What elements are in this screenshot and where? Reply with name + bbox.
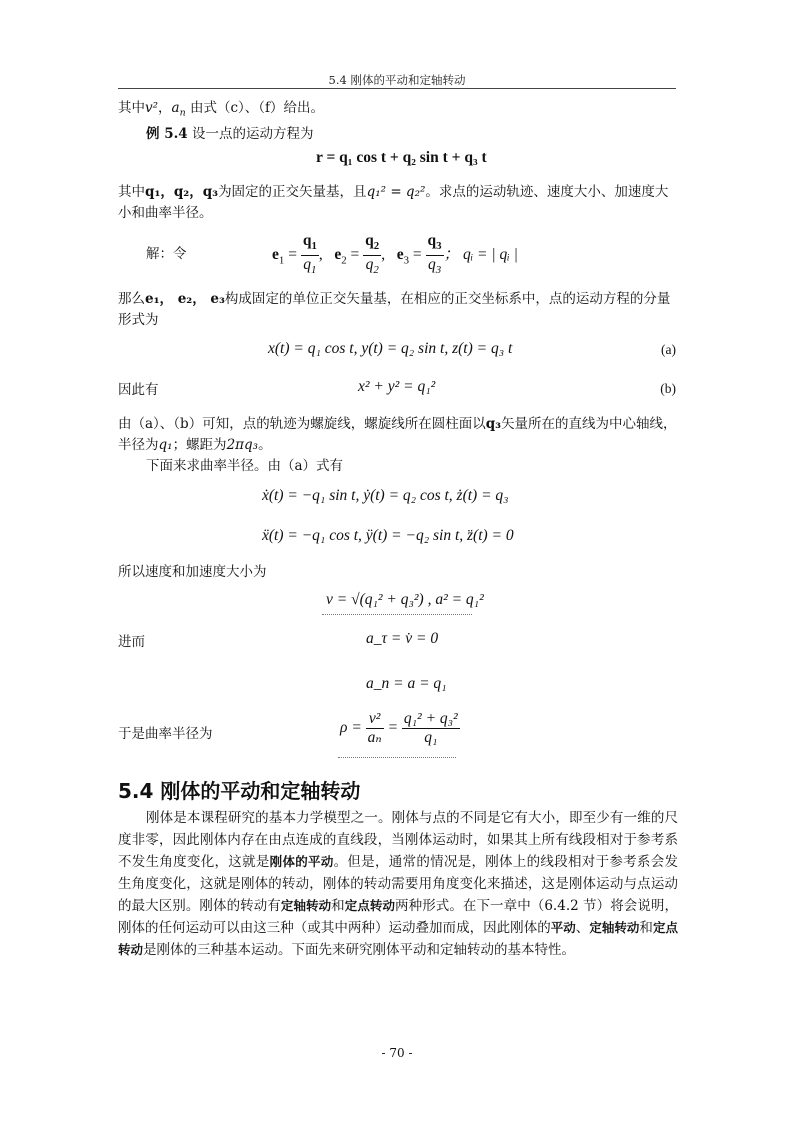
solution-label-wrap: [118, 244, 218, 265]
helix-t1: 由（a）、（b）可知，点的轨迹为螺旋线，螺旋线所在圆柱面以: [118, 416, 486, 432]
basis-text: [118, 289, 678, 331]
rho-num1: v²: [366, 710, 384, 729]
keyword-fixed-point-rotation: 定点转动: [344, 898, 396, 913]
helix-t3: ；螺距为: [172, 437, 227, 453]
section-paragraph: [118, 807, 678, 961]
equation-velocity: ẋ(t) = −q₁ sin t, ẏ(t) = q₂ cos t, ż(t) = q₃: [262, 487, 509, 504]
speed-text: [118, 562, 678, 583]
rho-text: [118, 724, 258, 745]
intro-prefix: 其中: [118, 100, 145, 116]
curvature-intro: 下面来求曲率半径。由（a）式有: [146, 458, 344, 474]
further-label: 进而: [118, 634, 145, 650]
cond-vectors: q₁，q₂，q₃: [145, 184, 219, 200]
unit-vectors-tail: ； qᵢ = | qᵢ |: [443, 246, 518, 264]
solution-label: 解：令: [146, 246, 187, 262]
equation-a: x(t) = q₁ cos t, y(t) = q₂ sin t, z(t) = q₃ t: [268, 340, 513, 357]
rho-den2: q₁: [424, 729, 438, 746]
intro-sep: ，: [158, 100, 172, 116]
para-t7: 是刚体的三种基本运动。下面先来研究刚体平动和定轴转动的基本特性。: [143, 942, 576, 958]
helix-text: [118, 414, 678, 477]
equation-tangential: a_τ = v̇ = 0: [366, 630, 439, 647]
intro-suffix: 由式（c）、（f）给出。: [185, 100, 325, 116]
example-condition: [118, 182, 678, 224]
intro-an-sub: n: [179, 107, 186, 119]
keyword-translation: 刚体的平动: [269, 854, 334, 869]
basis-post: 构成固定的单位正交矢量基，在相应的正交坐标系中，点的运动方程的分量形式为: [118, 291, 671, 328]
cond-pre: 其中: [118, 184, 145, 200]
para-t5: 、: [575, 920, 590, 936]
equation-speed: v = √(q₁² + q₃²) , a² = q₁²: [326, 591, 484, 608]
intro-line: [118, 98, 678, 145]
section-number: 5.4: [118, 779, 154, 803]
header-rule: [118, 88, 676, 89]
equation-curvature-radius: ρ = $\frac{\text{v²}}{\text{aₙ}}$ = $\frac{\text{q₁² + q₃²}}{\text{q₁}}$: [340, 710, 458, 746]
equation-unit-vectors: $e_1$ = $\frac{q_1}{q_1}$ , $e_2$ = $\frac{q_2}{q_2}$ , $e_3$ = $\frac{q_3}{q_3}$ ； qᵢ = | qᵢ |: [272, 232, 518, 277]
equation-a-number: (a): [661, 342, 676, 357]
para-t3: 和: [331, 898, 345, 914]
helix-end: 。: [258, 437, 272, 453]
para-t4: 两种形式。在下一章中（6.4.2 节）将会说明，刚体的任何运动可以由这三种（或其中两种）运动叠加而成，因此刚体的: [118, 898, 678, 936]
section-title: 刚体的平动和定轴转动: [160, 779, 361, 803]
equation-acceleration: ẍ(t) = −q₁ cos t, ÿ(t) = −q₂ sin t, z̈(t) = 0: [262, 527, 514, 544]
intro-v2: v²: [145, 100, 159, 116]
further-text: [118, 632, 218, 653]
keyword-translation-2: 平动: [550, 920, 576, 935]
helix-vec: q₃: [485, 416, 502, 432]
para-t2: 。但是，通常的情况是，刚体上的线段相对于参考系会发生角度变化，这就是刚体的转动，刚体的转动需要用角度变化来描述，这是刚体运动与点运动的最大区别。刚体的转动有: [118, 854, 678, 914]
page-number: - 70 -: [381, 1046, 413, 1060]
running-header: 5.4 刚体的平动和定轴转动: [328, 73, 466, 87]
para-t6: 和: [639, 920, 653, 936]
example-statement: 设一点的运动方程为: [191, 125, 314, 142]
para-t1: 刚体是本课程研究的基本力学模型之一。刚体与点的不同是它有大小，即至少有一维的尺度非零，因此刚体内存在由点连成的直线段，当刚体运动时，如果其上所有线段相对于参考系不发生角度变化，这就是: [118, 810, 678, 870]
intro-an: a: [171, 100, 180, 116]
cond-eq: q₁² = q₂²: [366, 184, 426, 200]
equation-b-number: (b): [660, 381, 676, 396]
cond-mid: 为固定的正交矢量基，且: [218, 184, 367, 200]
therefore-label: 因此有: [118, 382, 159, 398]
speed-label: 所以速度和加速度大小为: [118, 564, 267, 580]
equation-normal: a_n = a = q₁: [366, 675, 447, 692]
helix-pitch: 2πq₃: [226, 437, 259, 453]
rho-den1: aₙ: [367, 729, 382, 746]
rho-num2: q₁² + q₃²: [403, 710, 458, 727]
cond-post: 。求点的运动轨迹、速度大小、加速度大小和曲率半径。: [118, 184, 669, 221]
keyword-fixed-axis-rotation: 定轴转动: [280, 898, 332, 913]
rho-label: 于是曲率半径为: [118, 726, 213, 742]
therefore-text: [118, 380, 218, 401]
equation-b: x² + y² = q₁²: [358, 378, 436, 395]
section-heading: [118, 775, 360, 804]
equation-position-vector: [316, 149, 487, 167]
basis-vectors: e₁， e₂， e₃: [145, 291, 225, 307]
rho-dotted-rule: [338, 757, 456, 758]
helix-radius: q₁: [158, 437, 173, 453]
eq-r-text: r = q₁ cos t + q₂ sin t + q₃ t: [316, 149, 487, 166]
equation-dotted-rule: [322, 614, 472, 615]
example-label: 例 5.4: [146, 125, 188, 142]
basis-pre: 那么: [118, 291, 145, 307]
keyword-fixed-point-rotation-2: 定点转动: [118, 920, 678, 957]
helix-t2: 矢量所在的直线为中心轴线，半径为: [118, 416, 677, 453]
keyword-fixed-axis-rotation-2: 定轴转动: [589, 920, 640, 935]
rho-lhs: ρ =: [340, 719, 362, 737]
